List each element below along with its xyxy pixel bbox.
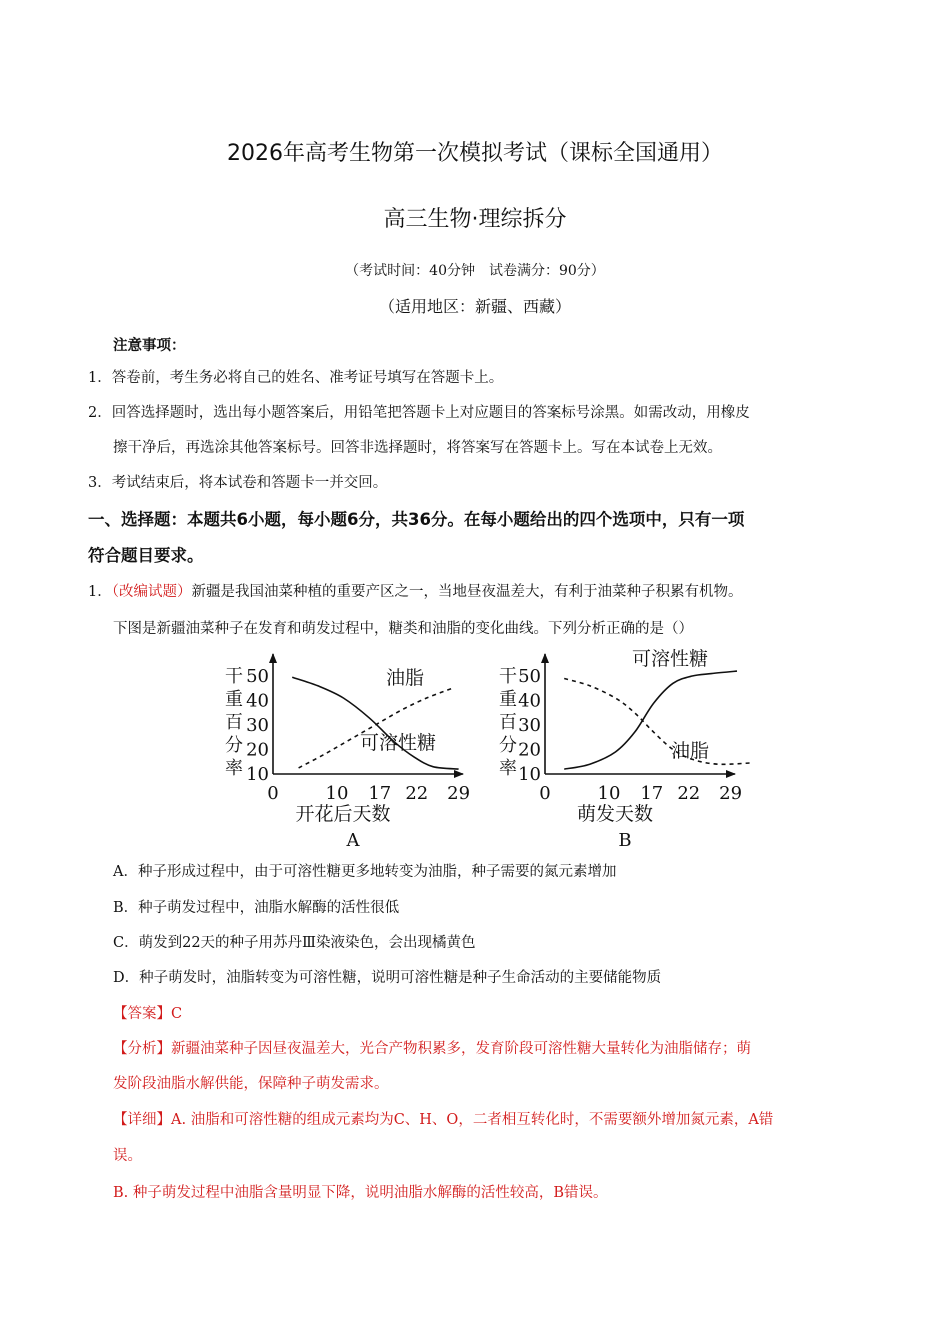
question-tag: （改编试题） [111, 584, 192, 600]
notice-item: 擦干净后，再选涂其他答案标号。回答非选择题时，将答案写在答题卡上。写在本试卷上无效。 [113, 440, 722, 456]
x-tick-label: 10 [597, 783, 621, 804]
y-tick-label: 50 [246, 666, 269, 687]
y-tick-label: 40 [518, 690, 541, 712]
x-tick-label: 22 [405, 783, 429, 804]
y-tick-label: 30 [518, 715, 541, 736]
series-label: 可溶性糖 [631, 648, 709, 670]
panel-letter: B [618, 830, 632, 851]
series-line-sugar [292, 677, 458, 769]
x-axis-label: 开花后天数 [295, 803, 391, 825]
question-number: 1． [88, 584, 112, 600]
option-a: A．种子形成过程中，由于可溶性糖更多地转变为油脂，种子需要的氮元素增加 [113, 864, 617, 880]
figure-charts [215, 648, 743, 853]
option-b: B．种子萌发过程中，油脂水解酶的活性很低 [113, 900, 400, 916]
series-line-oil [299, 688, 453, 768]
y-tick-label: 20 [246, 739, 269, 761]
x-tick-label: 17 [640, 783, 664, 804]
question-stem-line1 [88, 580, 742, 601]
x-tick-label: 0 [539, 783, 551, 804]
y-tick-label: 30 [246, 715, 269, 736]
chart-panel-a [225, 654, 470, 851]
detail-line2: 误。 [113, 1148, 142, 1164]
series-label: 油脂 [670, 740, 710, 762]
question-stem-line2: 下图是新疆油菜种子在发育和萌发过程中，糖类和油脂的变化曲线。下列分析正确的是（） [113, 621, 693, 637]
y-axis-label: 干重百分率 [225, 666, 243, 779]
x-tick-label: 10 [325, 783, 349, 804]
section-heading-line2: 符合题目要求。 [88, 546, 204, 565]
y-tick-label: 40 [246, 690, 269, 712]
detail-line3: B. 种子萌发过程中油脂含量明显下降，说明油脂水解酶的活性较高，B错误。 [113, 1185, 608, 1201]
notice-item: 3．考试结束后，将本试卷和答题卡一并交回。 [88, 475, 388, 491]
chart-panel-b [499, 648, 750, 851]
series-line-oil [564, 679, 750, 765]
region-info: （适用地区：新疆、西藏） [378, 297, 571, 316]
notice-heading: 注意事项： [113, 338, 186, 354]
exam-info: （考试时间：40分钟 试卷满分：90分） [345, 263, 605, 279]
detail-line1: 【详细】A. 油脂和可溶性糖的组成元素均为C、H、O，二者相互转化时，不需要额外增加氮元素，A错 [113, 1112, 774, 1128]
document-title: 2026年高考生物第一次模拟考试（课标全国通用） [227, 141, 723, 166]
x-tick-label: 29 [447, 783, 471, 804]
x-axis-label: 萌发天数 [576, 803, 654, 825]
analysis-line2: 发阶段油脂水解供能，保障种子萌发需求。 [113, 1076, 389, 1092]
y-axis-label: 干重百分率 [499, 666, 517, 779]
notice-item: 2．回答选择题时，选出每小题答案后，用铅笔把答题卡上对应题目的答案标号涂黑。如需改动，用橡皮 [88, 405, 750, 421]
series-label: 可溶性糖 [359, 732, 437, 754]
y-tick-label: 50 [518, 666, 541, 687]
x-tick-label: 29 [719, 783, 743, 804]
notice-item: 1．答卷前，考生务必将自己的姓名、准考证号填写在答题卡上。 [88, 370, 504, 386]
y-tick-label: 10 [518, 764, 541, 785]
analysis-line1: 【分析】新疆油菜种子因昼夜温差大，光合产物积累多，发育阶段可溶性糖大量转化为油脂储存；萌 [113, 1041, 751, 1057]
option-c: C．萌发到22天的种子用苏丹Ⅲ染液染色，会出现橘黄色 [113, 935, 476, 951]
document-subtitle: 高三生物·理综拆分 [383, 207, 567, 232]
series-label: 油脂 [385, 667, 425, 689]
option-d: D．种子萌发时，油脂转变为可溶性糖，说明可溶性糖是种子生命活动的主要储能物质 [113, 970, 662, 986]
x-tick-label: 17 [368, 783, 392, 804]
answer: 【答案】C [113, 1006, 183, 1022]
section-heading-line1: 一、选择题：本题共6小题，每小题6分，共36分。在每小题给出的四个选项中，只有一项 [88, 510, 745, 529]
x-tick-label: 0 [267, 783, 279, 804]
question-stem-text: 新疆是我国油菜种植的重要产区之一，当地昼夜温差大，有利于油菜种子积累有机物。 [191, 584, 743, 600]
y-tick-label: 20 [518, 739, 541, 761]
y-tick-label: 10 [246, 764, 269, 785]
x-tick-label: 22 [677, 783, 701, 804]
panel-letter: A [346, 830, 360, 851]
